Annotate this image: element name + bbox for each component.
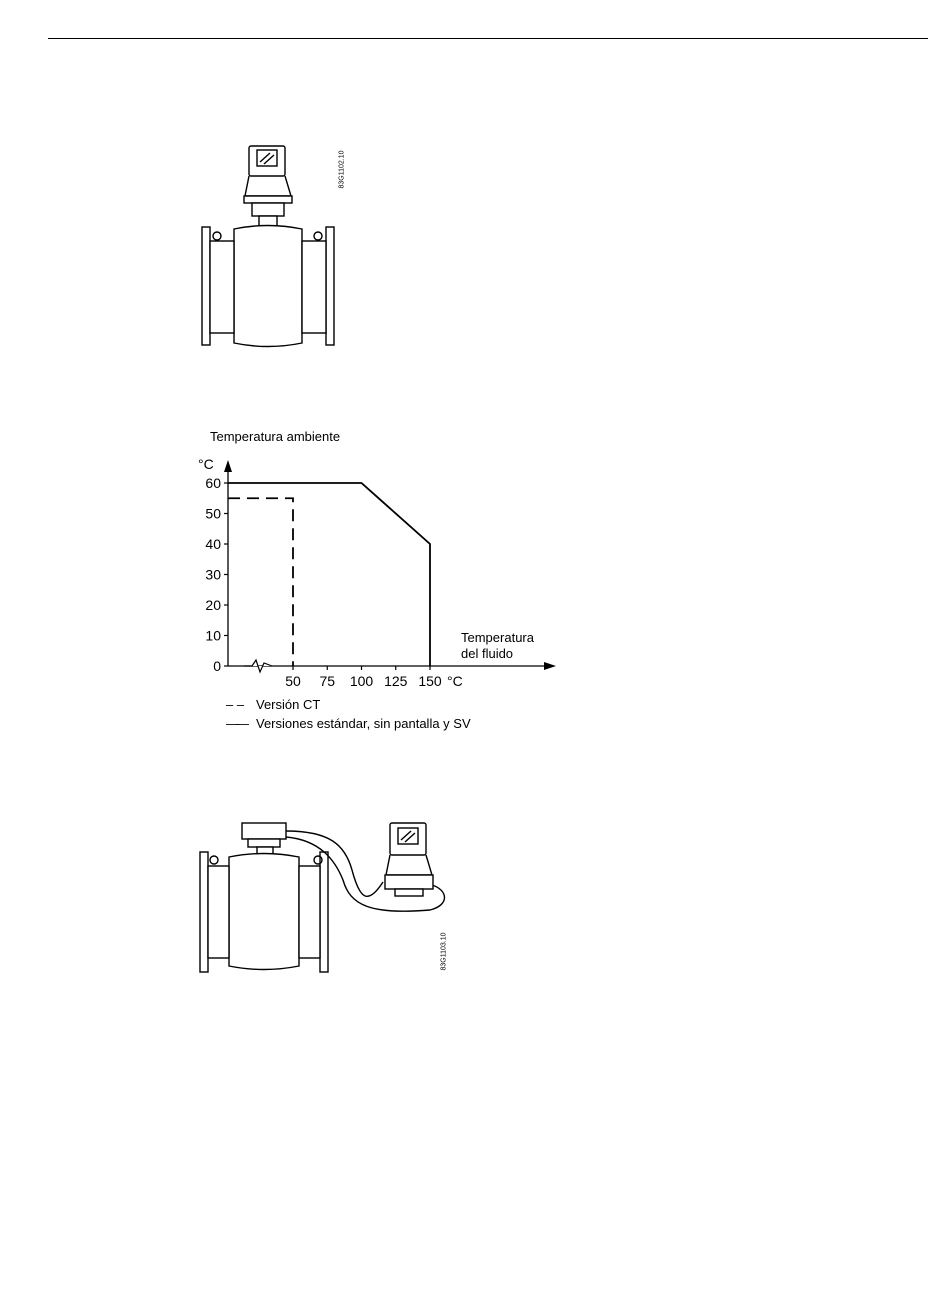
legend-label-ct: Versión CT bbox=[256, 697, 321, 712]
x-axis-label-line-1: Temperatura bbox=[461, 630, 534, 645]
figure2-code: 83G1103.10 bbox=[440, 932, 448, 971]
y-tick-label-60: 60 bbox=[205, 475, 221, 491]
y-tick-label-20: 20 bbox=[205, 597, 221, 613]
legend-label-standard: Versiones estándar, sin pantalla y SV bbox=[256, 716, 471, 731]
figure1-code: 83G1102.10 bbox=[338, 150, 346, 189]
chart-title: Temperatura ambiente bbox=[210, 429, 341, 444]
y-tick-label-50: 50 bbox=[205, 505, 221, 522]
legend-symbol-solid: —— bbox=[226, 716, 246, 731]
y-tick-label-40: 40 bbox=[205, 536, 221, 552]
legend-symbol-dashed: – – bbox=[226, 697, 245, 712]
y-axis-unit: °C bbox=[198, 456, 214, 472]
x-tick-label-50: 50 bbox=[285, 673, 301, 689]
y-tick-label-10: 10 bbox=[205, 627, 221, 644]
x-axis-label-line-2: del fluido bbox=[461, 646, 514, 661]
x-tick-label-100: 100 bbox=[349, 673, 374, 689]
x-tick-label-125: 125 bbox=[384, 673, 408, 689]
x-axis-unit: °C bbox=[447, 673, 463, 689]
x-tick-label-75: 75 bbox=[319, 673, 336, 689]
y-tick-label-30: 30 bbox=[205, 566, 221, 583]
y-tick-label-0: 0 bbox=[213, 658, 221, 674]
x-tick-label-150: 150 bbox=[418, 673, 442, 689]
